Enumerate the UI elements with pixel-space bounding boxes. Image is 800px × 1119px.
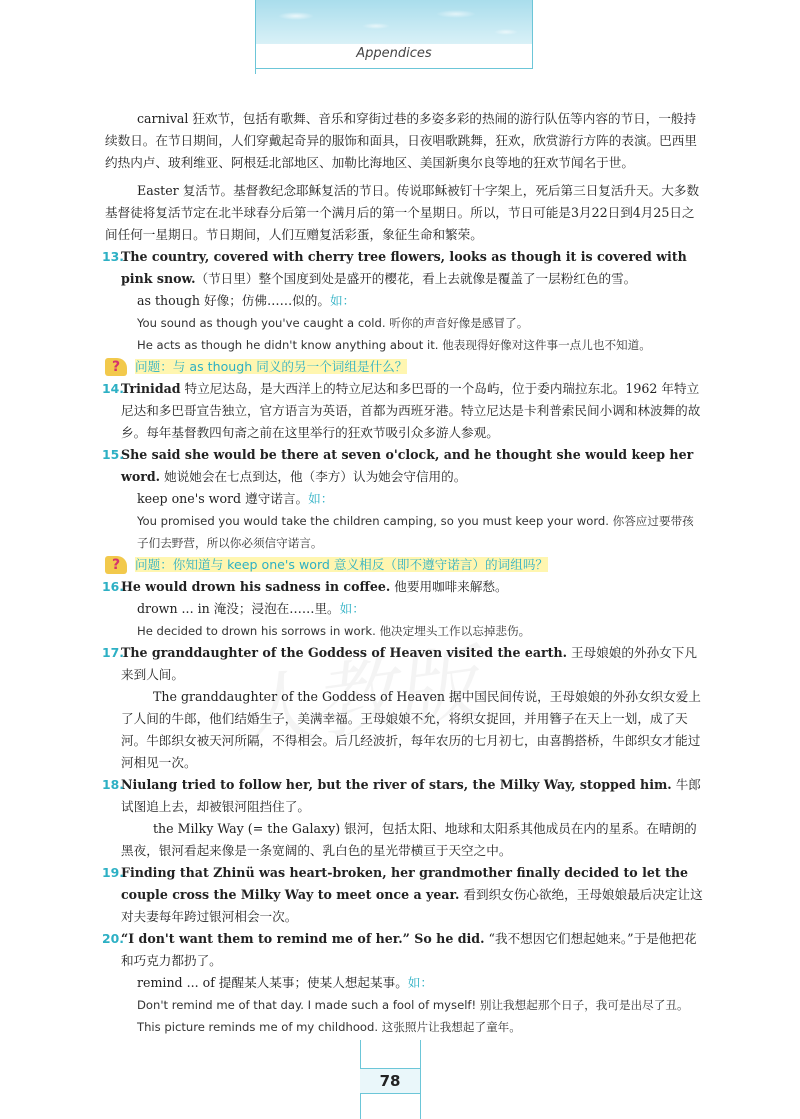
- question-text: 问题：你知道与 keep one's word 意义相反（即不遵守诺言）的词组吗？: [135, 557, 549, 572]
- note-item-17: [102, 642, 705, 686]
- item-number: 15.: [102, 447, 124, 462]
- explanation-note: The granddaughter of the Goddess of Heaven 据中国民间传说，王母娘娘的外孙女织女爱上了人间的牛郎，他们结婚生子，美满幸福。王母娘娘不允，将织女捉回，并用簪子在天上一划，成了天河。牛郎织女被天河所隔，不得相会。后几经波折，每年农历的七月初七，由喜鹊搭桥，牛郎织女才能过河相见一次。: [121, 689, 701, 770]
- example-sentence: You sound as though you've caught a cold. 听你的声音好像是感冒了。: [137, 316, 529, 330]
- ru-label: 如：: [407, 975, 433, 990]
- item-number: 17.: [102, 645, 124, 660]
- item-translation: 王母娘娘的外孙女下凡来到人间。: [121, 645, 697, 682]
- ru-label: 如：: [308, 491, 334, 506]
- note-item-14: [102, 378, 705, 444]
- item-translation: 牛郎试图追上去，却被银河阻挡住了。: [121, 777, 701, 814]
- vocab-text: remind ... of 提醒某人某事；使某人想起某事。: [137, 975, 408, 990]
- page-content: [102, 108, 705, 1038]
- note-item-15: [102, 444, 705, 488]
- note-item-20: [102, 928, 705, 972]
- item-number: 19.: [102, 865, 124, 880]
- item-translation: 他要用咖啡来解愁。: [390, 579, 508, 594]
- example-sentence: He acts as though he didn't know anything about it. 他表现得好像对这件事一点儿也不知道。: [137, 338, 651, 352]
- item-number: 16.: [102, 579, 124, 594]
- item-sentence: Finding that Zhinü was heart-broken, her grandmother finally decided to let the couple cross the Milky Way to meet once a year.: [121, 865, 689, 902]
- question-text: 问题：与 as though 同义的另一个词组是什么？: [135, 359, 408, 374]
- vocab-text: as though 好像；仿佛……似的。: [137, 293, 330, 308]
- item-translation: 她说她会在七点到达，他（李方）认为她会守信用的。: [160, 469, 467, 484]
- example-sentence: You promised you would take the children camping, so you must keep your word. 你答应过要带孩子们去野营，所以你必须信守诺言。: [137, 514, 694, 550]
- question-mark-icon: ?: [105, 358, 127, 376]
- vocab-line: [105, 972, 705, 994]
- note-item-18: [102, 774, 705, 818]
- carnival-note: carnival 狂欢节，包括有歌舞、音乐和穿街过巷的多姿多彩的热闹的游行队伍等内容的节日，一般持续数日。在节日期间，人们穿戴起奇异的服饰和面具，日夜唱歌跳舞，狂欢，欣赏游行方阵的表演。巴西里约热内卢、玻利维亚、阿根廷北部地区、加勒比海地区、美国新奥尔良等地的狂欢节闻名于世。: [105, 111, 697, 170]
- note-item-19: [102, 862, 705, 928]
- page-header: [255, 0, 533, 69]
- item-number: 14.: [102, 381, 124, 396]
- example-sentence: This picture reminds me of my childhood. 这张照片让我想起了童年。: [137, 1020, 521, 1034]
- item-sentence: She said she would be there at seven o'clock, and he thought she would keep her word.: [121, 447, 694, 484]
- item-sentence: Trinidad: [121, 381, 181, 396]
- ru-label: 如：: [329, 293, 356, 308]
- item-translation: （节日里）整个国度到处是盛开的樱花，看上去就像是覆盖了一层粉红色的雪。: [195, 271, 637, 286]
- example-sentence: He decided to drown his sorrows in work. 他决定埋头工作以忘掉悲伤。: [137, 624, 531, 638]
- page-number: 78: [360, 1068, 420, 1094]
- item-sentence: “I don't want them to remind me of her.” So he did.: [121, 931, 485, 946]
- vocab-line: [105, 598, 705, 620]
- header-sky-image: [256, 0, 532, 44]
- item-translation: 看到织女伤心欲绝，王母娘娘最后决定让这对夫妻每年跨过银河相会一次。: [121, 887, 703, 924]
- vocab-line: [105, 290, 705, 312]
- ru-label: 如：: [339, 601, 365, 616]
- question-box: [105, 356, 705, 378]
- item-translation: 特立尼达岛，是大西洋上的特立尼达和多巴哥的一个岛屿，位于委内瑞拉东北。1962 年特立尼达和多巴哥宣告独立，官方语言为英语，首都为西班牙港。特立尼达是卡利普索民间小调和林波舞的故乡。每年基督教四旬斋之前在这里举行的狂欢节吸引众多游人参观。: [121, 381, 701, 440]
- item-number: 13.: [102, 249, 124, 264]
- item-sentence: The country, covered with cherry tree flowers, looks as though it is covered with pink snow.: [121, 249, 687, 286]
- note-item-16: [102, 576, 705, 598]
- item-number: 20.: [102, 931, 124, 946]
- example-sentence: Don't remind me of that day. I made such a fool of myself! 别让我想起那个日子，我可是出尽了丑。: [137, 998, 689, 1012]
- explanation-note: the Milky Way (= the Galaxy) 银河，包括太阳、地球和太阳系其他成员在内的星系。在晴朗的黑夜，银河看起来像是一条宽阔的、乳白色的星光带横亘于天空之中。: [121, 821, 697, 858]
- item-number: 18.: [102, 777, 124, 792]
- item-sentence: Niulang tried to follow her, but the river of stars, the Milky Way, stopped him.: [121, 777, 672, 792]
- header-title: Appendices: [356, 46, 432, 61]
- item-sentence: The granddaughter of the Goddess of Heaven visited the earth.: [121, 645, 568, 660]
- item-translation: “我不想因它们想起她来。”于是他把花和巧克力都扔了。: [121, 931, 697, 968]
- question-box: [105, 554, 705, 576]
- question-mark-icon: ?: [105, 556, 127, 574]
- item-sentence: He would drown his sadness in coffee.: [121, 579, 391, 594]
- vocab-line: [105, 488, 705, 510]
- note-item-13: [102, 246, 705, 290]
- vocab-text: drown ... in 淹没；浸泡在……里。: [137, 601, 340, 616]
- footer-guide-right: [420, 1040, 421, 1119]
- vocab-text: keep one's word 遵守诺言。: [137, 491, 309, 506]
- easter-note: Easter 复活节。基督教纪念耶稣复活的节日。传说耶稣被钉十字架上，死后第三日复活升天。大多数基督徒将复活节定在北半球春分后第一个满月后的第一个星期日。所以，节日可能是3月22日到4月25日之间任何一星期日。节日期间，人们互赠复活彩蛋，象征生命和繁荣。: [105, 183, 700, 242]
